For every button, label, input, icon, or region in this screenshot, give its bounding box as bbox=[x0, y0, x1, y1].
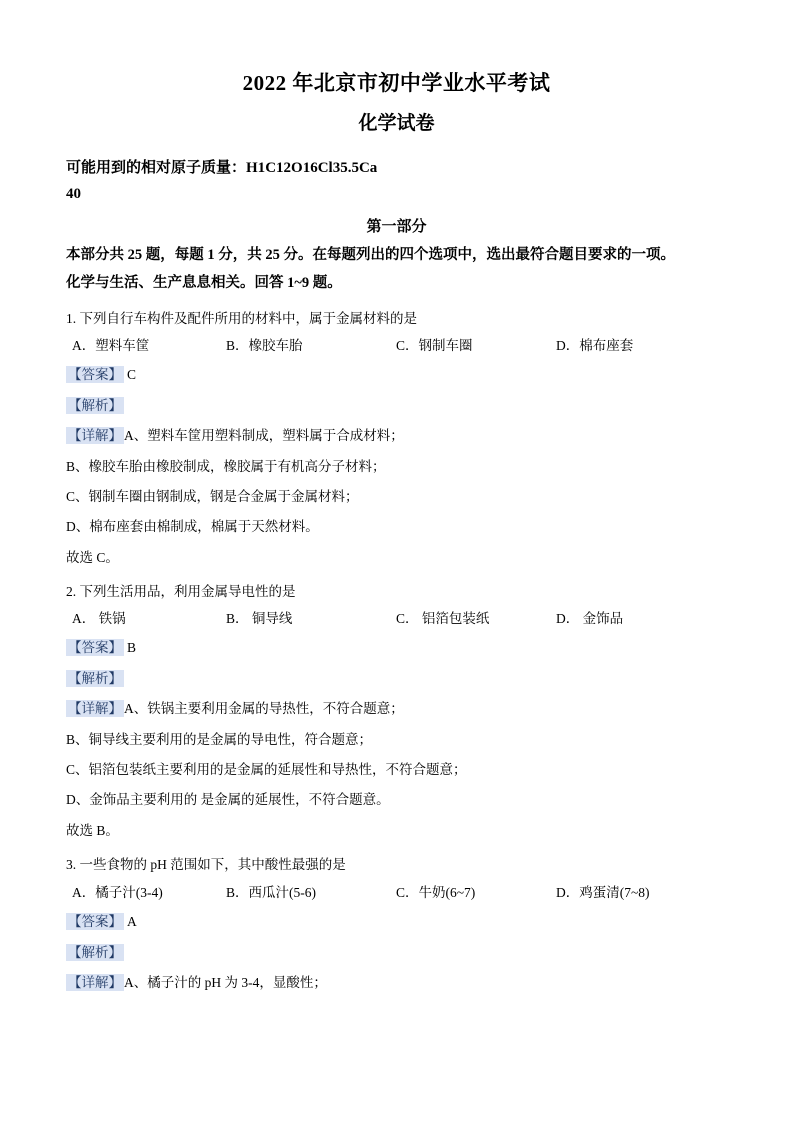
analysis-tag: 【解析】 bbox=[68, 671, 122, 687]
answer-value: A bbox=[127, 913, 137, 929]
analysis-tag: 【解析】 bbox=[68, 944, 122, 960]
part-header: 第一部分 bbox=[366, 219, 427, 235]
conclusion-text: 故选 B。 bbox=[66, 822, 119, 838]
atomic-mass-h: H1 bbox=[246, 160, 266, 176]
question-block bbox=[66, 306, 727, 571]
detail-tag: 【详解】 bbox=[68, 428, 122, 444]
answer-line bbox=[66, 908, 727, 935]
detail-tag: 【详解】 bbox=[68, 974, 122, 990]
atomic-mass-ca: Ca bbox=[358, 160, 378, 176]
part-instruction: 本部分共 25 题，每题 1 分，共 25 分。在每题列出的四个选项中，选出最符合题目要求的一项。 bbox=[66, 247, 675, 263]
answer-tag: 【答案】 bbox=[68, 913, 122, 929]
question-block bbox=[66, 852, 727, 996]
option-c[interactable]: C． 铝箔包装纸 bbox=[396, 611, 490, 627]
atomic-mass-o: O16 bbox=[291, 160, 318, 176]
detail-text: A、铁锅主要利用金属的导热性，不符合题意； bbox=[124, 701, 404, 717]
option-b[interactable]: B．西瓜汁(5-6) bbox=[226, 884, 316, 900]
question-block bbox=[66, 579, 727, 844]
detail-text: A、橘子汁的 pH 为 3-4，显酸性； bbox=[124, 974, 327, 990]
question-stem: 1. 下列自行车构件及配件所用的材料中，属于金属材料的是 bbox=[66, 310, 417, 326]
option-c[interactable]: C．钢制车圈 bbox=[396, 338, 473, 354]
atomic-mass-continuation: 40 bbox=[66, 185, 81, 202]
answer-line bbox=[66, 634, 727, 661]
detail-line bbox=[66, 696, 727, 722]
detail-line bbox=[66, 423, 727, 449]
answer-tag: 【答案】 bbox=[68, 367, 122, 383]
detail-text: B、铜导线主要利用的是金属的导电性，符合题意； bbox=[66, 731, 373, 747]
page-title: 2022 年北京市初中学业水平考试 bbox=[242, 71, 551, 95]
analysis-line bbox=[66, 665, 727, 692]
detail-tag: 【详解】 bbox=[68, 701, 122, 717]
atomic-mass-line bbox=[66, 156, 727, 207]
option-a[interactable]: A．橘子汁(3-4) bbox=[72, 884, 163, 900]
atomic-mass-c: C12 bbox=[265, 160, 292, 176]
question-options bbox=[66, 880, 727, 904]
option-c[interactable]: C．牛奶(6~7) bbox=[396, 884, 476, 900]
page-subtitle: 化学试卷 bbox=[358, 112, 435, 134]
question-stem: 3. 一些食物的 pH 范围如下，其中酸性最强的是 bbox=[66, 857, 346, 873]
option-a[interactable]: A．塑料车筐 bbox=[72, 338, 150, 354]
detail-text: D、棉布座套由棉制成，棉属于天然材料。 bbox=[66, 519, 319, 535]
option-a[interactable]: A． 铁锅 bbox=[72, 611, 126, 627]
answer-tag: 【答案】 bbox=[68, 640, 122, 656]
section-lead: 化学与生活、生产息息相关。回答 1~9 题。 bbox=[66, 275, 342, 292]
analysis-line bbox=[66, 392, 727, 419]
option-b[interactable]: B．橡胶车胎 bbox=[226, 338, 303, 354]
atomic-mass-label: 可能用到的相对原子质量： bbox=[66, 160, 247, 176]
analysis-tag: 【解析】 bbox=[68, 398, 122, 414]
detail-text: C、钢制车圈由钢制成，钢是合金属于金属材料； bbox=[66, 488, 359, 504]
detail-line bbox=[66, 970, 727, 996]
option-d[interactable]: D． 金饰品 bbox=[556, 611, 624, 627]
question-options bbox=[66, 333, 727, 357]
option-b[interactable]: B． 铜导线 bbox=[226, 611, 293, 627]
detail-text: B、橡胶车胎由橡胶制成，橡胶属于有机高分子材料； bbox=[66, 458, 386, 474]
conclusion-text: 故选 C。 bbox=[66, 549, 119, 565]
detail-text: A、塑料车筐用塑料制成，塑料属于合成材料； bbox=[124, 428, 404, 444]
option-d[interactable]: D．棉布座套 bbox=[556, 338, 634, 354]
question-options bbox=[66, 606, 727, 630]
analysis-line bbox=[66, 939, 727, 966]
question-stem: 2. 下列生活用品，利用金属导电性的是 bbox=[66, 583, 296, 599]
detail-text: C、铝箔包装纸主要利用的是金属的延展性和导热性，不符合题意； bbox=[66, 762, 467, 778]
answer-value: C bbox=[127, 367, 137, 383]
option-d[interactable]: D．鸡蛋清(7~8) bbox=[556, 884, 650, 900]
atomic-mass-cl: Cl35.5 bbox=[317, 160, 359, 176]
answer-value: B bbox=[127, 640, 137, 656]
answer-line bbox=[66, 361, 727, 388]
detail-text: D、金饰品主要利用的 是金属的延展性，不符合题意。 bbox=[66, 792, 390, 808]
